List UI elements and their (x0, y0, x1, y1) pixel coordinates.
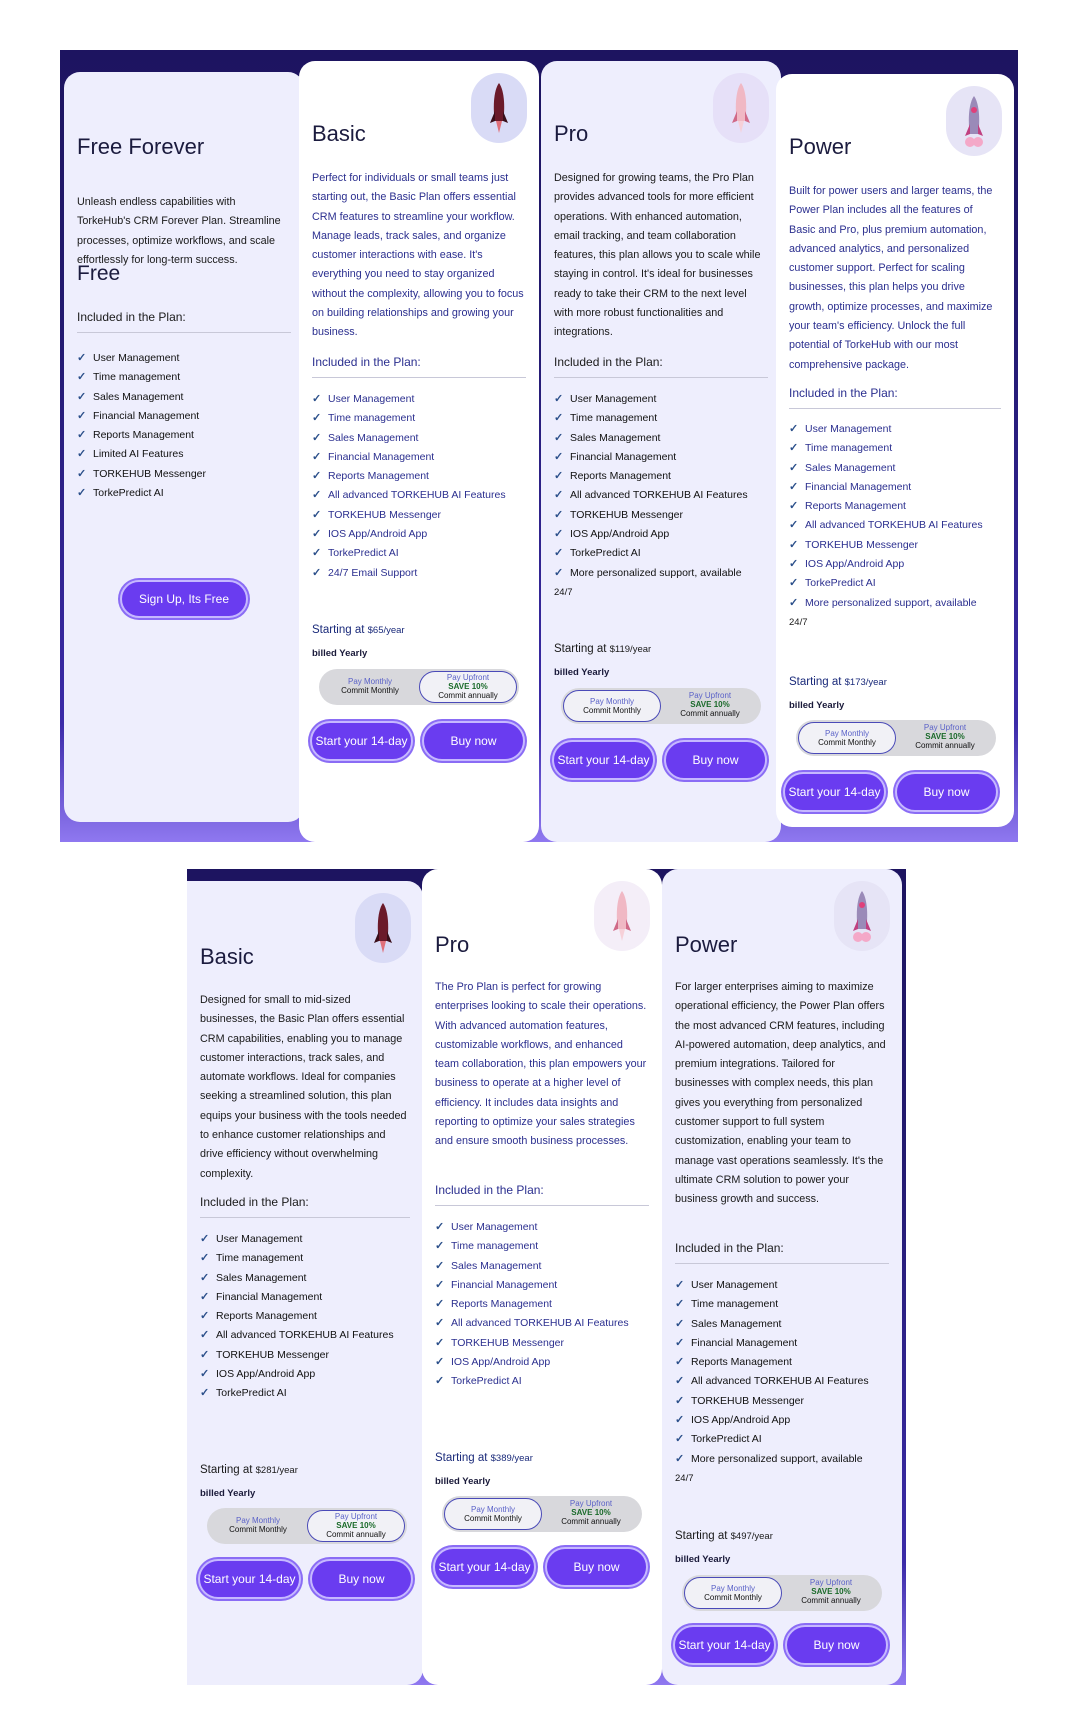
pay-monthly-option[interactable]: Pay Monthly Commit Monthly (341, 677, 399, 695)
included-label: Included in the Plan: (675, 1241, 889, 1264)
feature-item: ✓ TORKEHUB Messenger (435, 1334, 652, 1353)
starting-price: Starting at $281/year (200, 1464, 298, 1476)
feature-item: ✓ TorkePredict AI (554, 544, 771, 563)
feature-item: ✓ User Management (77, 349, 294, 368)
pay-monthly-option[interactable]: Pay Monthly Commit Monthly (444, 1498, 542, 1530)
starting-price: Starting at $389/year (435, 1452, 533, 1464)
plan-card-basic (187, 881, 423, 1685)
plan-description: Designed for growing teams, the Pro Plan provides advanced tools for more efficient operations. With enhanced automation, email tracking, and team collaboration features, this plan allows you to scale while staying in control. It's ideal for businesses ready to take their CRM to the next level with more robust functionalities and integrations. (554, 172, 761, 339)
pay-upfront-option[interactable]: Pay Upfront SAVE 10% Commit annually (915, 723, 975, 750)
start-trial-button[interactable]: Start your 14-day (433, 1547, 536, 1587)
starting-price: Starting at $119/year (554, 643, 652, 655)
feature-list (312, 390, 529, 583)
feature-item: ✓ User Management (554, 390, 771, 409)
pay-upfront-option[interactable]: Pay Upfront SAVE 10% Commit annually (307, 1510, 405, 1542)
plan-title: Pro (554, 121, 589, 146)
billing-note: billed Yearly (675, 1554, 731, 1565)
feature-item: ✓ All advanced TORKEHUB AI Features (200, 1326, 413, 1345)
plan-title: Pro (435, 932, 470, 957)
plan-card-pro (422, 869, 662, 1685)
start-trial-button[interactable]: Start your 14-day (552, 740, 655, 780)
feature-list (554, 390, 771, 602)
feature-item: ✓ 24/7 Email Support (312, 564, 529, 583)
plan-description: Designed for small to mid-sized businesses, the Basic Plan offers essential CRM capabilities, enabling you to manage customer interactions, track sales, and automate workflows. Ideal for companies seeking a streamlined solution, this plan equips your business with the tools needed to enhance customer relationships and drive efficiency without overwhelming complexity. (200, 994, 407, 1180)
pricing-panel-top (60, 50, 1018, 842)
feature-item: ✓ IOS App/Android App (435, 1353, 652, 1372)
feature-item: ✓ Time management (312, 409, 529, 428)
feature-item: ✓ All advanced TORKEHUB AI Features (789, 516, 1004, 535)
signup-button[interactable]: Sign Up, Its Free (120, 580, 248, 618)
billing-toggle[interactable] (796, 720, 996, 756)
feature-item: ✓ User Management (675, 1276, 892, 1295)
pay-upfront-option[interactable]: Pay Upfront SAVE 10% Commit annually (561, 1499, 621, 1526)
buy-now-button[interactable]: Buy now (422, 721, 525, 761)
billing-toggle[interactable] (207, 1508, 407, 1544)
feature-item: ✓ Time management (435, 1237, 652, 1256)
feature-item: ✓ Reports Management (435, 1295, 652, 1314)
included-label: Included in the Plan: (200, 1195, 410, 1218)
plan-title: Power (675, 932, 738, 957)
feature-item: ✓ Financial Management (312, 448, 529, 467)
feature-item: ✓ TORKEHUB Messenger (77, 465, 294, 484)
feature-item: ✓ Reports Management (200, 1307, 413, 1326)
billing-note: billed Yearly (312, 648, 368, 659)
feature-item: ✓ TORKEHUB Messenger (554, 506, 771, 525)
included-label: Included in the Plan: (789, 386, 1001, 409)
included-label: Included in the Plan: (554, 355, 768, 378)
feature-item: ✓ Reports Management (312, 467, 529, 486)
feature-item: ✓ IOS App/Android App (789, 555, 1004, 574)
feature-item: ✓ TorkePredict AI (789, 574, 1004, 593)
rocket-icon (471, 73, 527, 143)
feature-item: ✓ Financial Management (554, 448, 771, 467)
billing-toggle[interactable] (319, 669, 519, 705)
plan-description: Built for power users and larger teams, the Power Plan includes all the features of Basic and Pro, plus premium automation, advanced analytics, and personalized customer support. Perfect for scaling businesses, this plan helps you drive growth, optimize processes, and maximize your team's efficiency. Unlock the full potential of TorkeHub with our most comprehensive package. (789, 185, 993, 371)
plan-title: Basic (312, 121, 366, 146)
included-label: Included in the Plan: (77, 310, 291, 333)
buy-now-button[interactable]: Buy now (664, 740, 767, 780)
feature-item: ✓ All advanced TORKEHUB AI Features (435, 1314, 652, 1333)
rocket-icon (713, 73, 769, 143)
buy-now-button[interactable]: Buy now (545, 1547, 648, 1587)
pay-upfront-option[interactable]: Pay Upfront SAVE 10% Commit annually (680, 691, 740, 718)
rocket-icon (946, 86, 1002, 156)
plan-card-power (776, 74, 1014, 827)
feature-item: ✓ Sales Management (77, 388, 294, 407)
plan-card-free (64, 72, 304, 822)
feature-item: ✓ IOS App/Android App (554, 525, 771, 544)
feature-item: ✓ Financial Management (77, 407, 294, 426)
buy-now-button[interactable]: Buy now (895, 772, 998, 812)
feature-item: ✓ Sales Management (435, 1257, 652, 1276)
plan-card-basic (299, 61, 539, 842)
plan-card-power (662, 869, 902, 1685)
feature-item: ✓ TORKEHUB Messenger (789, 536, 1004, 555)
billing-note: billed Yearly (435, 1476, 491, 1487)
feature-item: ✓ IOS App/Android App (312, 525, 529, 544)
feature-item: ✓ User Management (435, 1218, 652, 1237)
rocket-icon (834, 881, 890, 951)
feature-item: ✓ Financial Management (789, 478, 1004, 497)
feature-item: ✓ Financial Management (200, 1288, 413, 1307)
feature-item-continuation: 24/7 (675, 1472, 694, 1484)
feature-item: ✓ Time management (675, 1295, 892, 1314)
feature-item: ✓ All advanced TORKEHUB AI Features (554, 486, 771, 505)
feature-list (77, 349, 294, 503)
plan-description: For larger enterprises aiming to maximize operational efficiency, the Power Plan offers the most advanced CRM features, including AI-powered automation, deep analytics, and premium integrations. Tailored for businesses with complex needs, this plan gives you everything from personalized customer support to full system customization, enabling your team to manage vast operations seamlessly. It's the ultimate CRM solution to power your business growth and success. (675, 981, 886, 1206)
start-trial-button[interactable]: Start your 14-day (310, 721, 413, 761)
pay-monthly-option[interactable]: Pay Monthly Commit Monthly (684, 1577, 782, 1609)
feature-item: ✓ TorkePredict AI (200, 1384, 413, 1403)
buy-now-button[interactable]: Buy now (785, 1625, 888, 1665)
plan-title: Basic (200, 944, 254, 969)
billing-toggle[interactable] (682, 1575, 882, 1611)
feature-item: ✓ Reports Management (77, 426, 294, 445)
pay-monthly-option[interactable]: Pay Monthly Commit Monthly (798, 722, 896, 754)
feature-item: ✓ All advanced TORKEHUB AI Features (675, 1372, 892, 1391)
start-trial-button[interactable]: Start your 14-day (198, 1559, 301, 1599)
feature-item: ✓ Reports Management (789, 497, 1004, 516)
feature-item: ✓ User Management (312, 390, 529, 409)
feature-item: ✓ Time management (789, 439, 1004, 458)
buy-now-button[interactable]: Buy now (310, 1559, 413, 1599)
feature-item: ✓ Reports Management (554, 467, 771, 486)
feature-item: ✓ Time management (554, 409, 771, 428)
billing-note: billed Yearly (200, 1488, 256, 1499)
feature-item-continuation: 24/7 (554, 586, 573, 598)
feature-item: ✓ All advanced TORKEHUB AI Features (312, 486, 529, 505)
feature-item: ✓ TORKEHUB Messenger (675, 1392, 892, 1411)
feature-item: ✓ More personalized support, available (789, 594, 1004, 613)
feature-item: ✓ More personalized support, available (554, 564, 771, 583)
feature-item: ✓ User Management (200, 1230, 413, 1249)
included-label: Included in the Plan: (435, 1183, 649, 1206)
feature-item: ✓ Limited AI Features (77, 445, 294, 464)
billing-note: billed Yearly (789, 700, 845, 711)
feature-list (435, 1218, 652, 1392)
pay-monthly-option[interactable]: Pay Monthly Commit Monthly (563, 690, 661, 722)
start-trial-button[interactable]: Start your 14-day (783, 772, 886, 812)
billing-note: billed Yearly (554, 667, 610, 678)
feature-item: ✓ Financial Management (675, 1334, 892, 1353)
billing-toggle[interactable] (442, 1496, 642, 1532)
feature-item: ✓ User Management (789, 420, 1004, 439)
feature-item: ✓ TorkePredict AI (675, 1430, 892, 1449)
feature-list (789, 420, 1004, 632)
feature-item: ✓ TORKEHUB Messenger (200, 1346, 413, 1365)
plan-description: Perfect for individuals or small teams just starting out, the Basic Plan offers essential CRM features to streamline your workflow. Manage leads, track sales, and organize customer interactions with ease. It's everything you need to stay organized without the complexity, allowing you to focus on building relationships and growing your business. (312, 172, 524, 339)
feature-item: ✓ Sales Management (789, 459, 1004, 478)
feature-item: ✓ TORKEHUB Messenger (312, 506, 529, 525)
feature-item: ✓ Sales Management (200, 1269, 413, 1288)
rocket-icon (594, 881, 650, 951)
feature-item: ✓ Sales Management (312, 429, 529, 448)
feature-item: ✓ TorkePredict AI (77, 484, 294, 503)
included-label: Included in the Plan: (312, 355, 526, 378)
feature-item: ✓ Reports Management (675, 1353, 892, 1372)
starting-price: Starting at $173/year (789, 676, 887, 688)
plan-title: Power (789, 134, 852, 159)
feature-item: ✓ Financial Management (435, 1276, 652, 1295)
feature-item-continuation: 24/7 (789, 616, 808, 628)
pay-upfront-option[interactable]: Pay Upfront SAVE 10% Commit annually (801, 1578, 861, 1605)
pricing-panel-bottom (187, 869, 906, 1685)
pay-monthly-option[interactable]: Pay Monthly Commit Monthly (229, 1516, 287, 1534)
feature-item: ✓ TorkePredict AI (312, 544, 529, 563)
feature-list (200, 1230, 413, 1404)
feature-item: ✓ Sales Management (675, 1315, 892, 1334)
feature-item: ✓ IOS App/Android App (200, 1365, 413, 1384)
feature-list (675, 1276, 892, 1488)
plan-description: The Pro Plan is perfect for growing enterprises looking to scale their operations. With advanced automation features, customizable workflows, and enhanced team collaboration, this plan empowers your business to operate at a higher level of efficiency. It includes data insights and reporting to optimize your sales strategies and ensure smooth business processes. (435, 981, 647, 1148)
starting-price: Starting at $497/year (675, 1530, 773, 1542)
feature-item: ✓ More personalized support, available (675, 1450, 892, 1469)
plan-description: Unleash endless capabilities with TorkeHub's CRM Forever Plan. Streamline processes, optimize workflows, and scale effortlessly for long-term success. (77, 196, 281, 266)
feature-item: ✓ Time management (77, 368, 294, 387)
starting-price: Starting at $65/year (312, 624, 405, 636)
plan-title: Free Forever (77, 134, 205, 159)
pay-upfront-option[interactable]: Pay Upfront SAVE 10% Commit annually (419, 671, 517, 703)
plan-card-pro (541, 61, 781, 842)
billing-toggle[interactable] (561, 688, 761, 724)
start-trial-button[interactable]: Start your 14-day (673, 1625, 776, 1665)
feature-item: ✓ IOS App/Android App (675, 1411, 892, 1430)
feature-item: ✓ Sales Management (554, 429, 771, 448)
plan-price: Free (77, 262, 121, 285)
rocket-icon (355, 893, 411, 963)
feature-item: ✓ TorkePredict AI (435, 1372, 652, 1391)
feature-item: ✓ Time management (200, 1249, 413, 1268)
